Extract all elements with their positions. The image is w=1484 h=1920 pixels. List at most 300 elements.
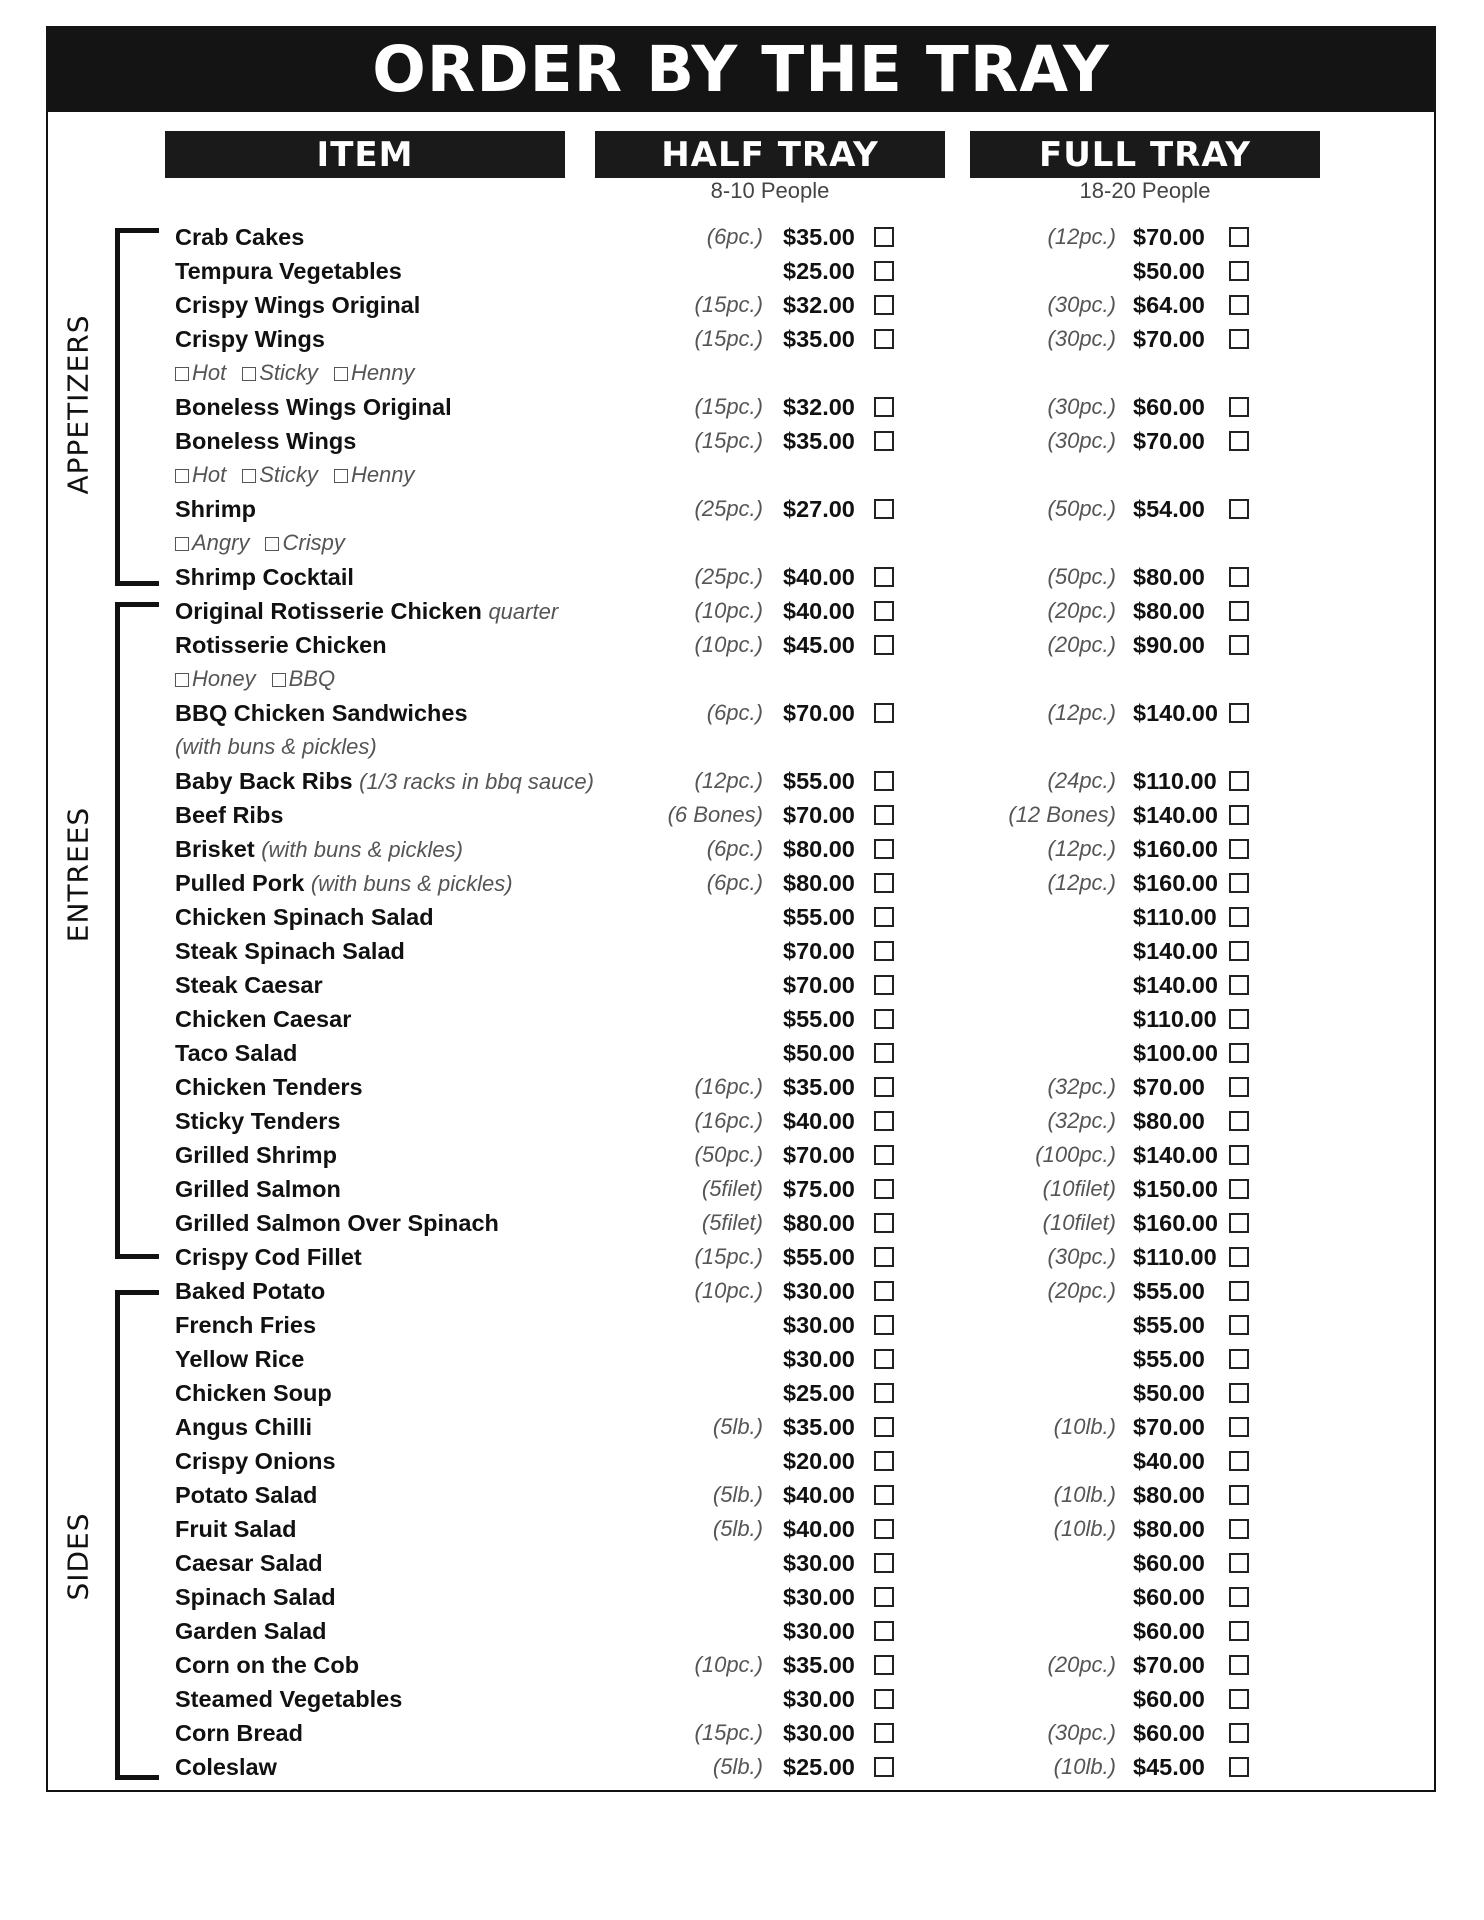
half-tray-price: $35.00 <box>783 428 855 454</box>
option-checkbox[interactable] <box>242 469 256 483</box>
item-name-cell <box>175 1750 277 1784</box>
menu-item-row <box>0 1104 1484 1138</box>
item-name-cell <box>175 628 387 662</box>
full-tray-checkbox[interactable] <box>1229 431 1249 451</box>
option-choice[interactable] <box>334 356 415 390</box>
half-tray-checkbox[interactable] <box>874 1723 894 1743</box>
full-tray-checkbox[interactable] <box>1229 1179 1249 1199</box>
half-tray-checkbox[interactable] <box>874 1655 894 1675</box>
full-tray-checkbox[interactable] <box>1229 1213 1249 1233</box>
menu-item-row <box>0 1716 1484 1750</box>
half-tray-quantity: (6pc.) <box>706 224 763 249</box>
half-tray-checkbox[interactable] <box>874 1485 894 1505</box>
item-name-cell <box>175 322 325 356</box>
half-tray-checkbox[interactable] <box>874 295 894 315</box>
full-tray-checkbox[interactable] <box>1229 601 1249 621</box>
half-tray-checkbox[interactable] <box>874 431 894 451</box>
full-tray-price: $60.00 <box>1133 1618 1205 1644</box>
half-tray-checkbox[interactable] <box>874 873 894 893</box>
menu-item-row <box>0 594 1484 628</box>
full-tray-quantity: (20pc.) <box>1047 1278 1116 1303</box>
option-choice[interactable] <box>334 458 415 492</box>
menu-item-row <box>0 1172 1484 1206</box>
item-name-cell <box>175 220 304 254</box>
option-label: Sticky <box>259 360 318 385</box>
full-tray-price: $80.00 <box>1133 1108 1205 1134</box>
half-tray-checkbox[interactable] <box>874 601 894 621</box>
item-name-cell <box>175 764 594 799</box>
half-tray-price: $32.00 <box>783 394 855 420</box>
item-name-cell <box>175 390 452 424</box>
item-name-cell <box>175 1410 312 1444</box>
full-tray-price: $40.00 <box>1133 1448 1205 1474</box>
menu-item-row <box>0 1444 1484 1478</box>
full-tray-price: $110.00 <box>1133 768 1217 794</box>
item-name: Tempura Vegetables <box>175 258 402 284</box>
menu-item-row <box>0 832 1484 866</box>
half-tray-checkbox[interactable] <box>874 1213 894 1233</box>
half-tray-checkbox[interactable] <box>874 975 894 995</box>
full-tray-price: $110.00 <box>1133 1244 1217 1270</box>
option-choice[interactable] <box>242 458 318 492</box>
item-name: Steak Spinach Salad <box>175 938 405 964</box>
full-tray-price: $140.00 <box>1133 802 1218 828</box>
half-tray-checkbox[interactable] <box>874 1281 894 1301</box>
item-name: Rotisserie Chicken <box>175 632 387 658</box>
half-tray-quantity: (25pc.) <box>694 564 763 589</box>
full-tray-checkbox[interactable] <box>1229 1043 1249 1063</box>
menu-item-row <box>0 322 1484 356</box>
item-name: Corn Bread <box>175 1720 303 1746</box>
full-tray-checkbox[interactable] <box>1229 1417 1249 1437</box>
full-tray-checkbox[interactable] <box>1229 1655 1249 1675</box>
option-checkbox[interactable] <box>175 367 189 381</box>
menu-item-row <box>0 934 1484 968</box>
item-name-cell <box>175 1172 341 1206</box>
item-name: Chicken Soup <box>175 1380 332 1406</box>
item-note: (with buns & pickles) <box>175 734 377 759</box>
half-tray-price: $30.00 <box>783 1312 855 1338</box>
full-tray-checkbox[interactable] <box>1229 703 1249 723</box>
menu-item-row <box>0 696 1484 730</box>
full-tray-checkbox[interactable] <box>1229 1587 1249 1607</box>
half-tray-checkbox[interactable] <box>874 1111 894 1131</box>
half-tray-checkbox[interactable] <box>874 1077 894 1097</box>
full-tray-checkbox[interactable] <box>1229 1723 1249 1743</box>
option-list <box>175 526 361 560</box>
option-checkbox[interactable] <box>334 367 348 381</box>
half-tray-checkbox[interactable] <box>874 907 894 927</box>
half-tray-price: $27.00 <box>783 496 855 522</box>
half-tray-quantity: (5lb.) <box>712 1516 763 1541</box>
menu-item-row <box>0 1070 1484 1104</box>
option-list <box>175 356 431 390</box>
full-tray-price: $55.00 <box>1133 1312 1205 1338</box>
full-tray-quantity: (12pc.) <box>1047 224 1116 249</box>
half-tray-checkbox[interactable] <box>874 1757 894 1777</box>
menu-item-row <box>0 1138 1484 1172</box>
menu-item-row <box>0 220 1484 254</box>
item-name: Crispy Wings <box>175 326 325 352</box>
full-tray-checkbox[interactable] <box>1229 1621 1249 1641</box>
item-name: Coleslaw <box>175 1754 277 1780</box>
half-tray-price: $75.00 <box>783 1176 855 1202</box>
menu-item-row <box>0 628 1484 662</box>
menu-item-row <box>0 1376 1484 1410</box>
half-tray-quantity: (6 Bones) <box>667 802 763 827</box>
full-tray-quantity: (12pc.) <box>1047 836 1116 861</box>
full-tray-quantity: (24pc.) <box>1047 768 1116 793</box>
full-tray-checkbox[interactable] <box>1229 1247 1249 1267</box>
option-choice[interactable] <box>175 526 249 560</box>
full-tray-checkbox[interactable] <box>1229 1315 1249 1335</box>
full-tray-quantity: (30pc.) <box>1047 1244 1116 1269</box>
item-name: Crab Cakes <box>175 224 305 250</box>
option-choice[interactable] <box>242 356 318 390</box>
full-tray-checkbox[interactable] <box>1229 261 1249 281</box>
half-tray-price: $70.00 <box>783 938 855 964</box>
half-tray-checkbox[interactable] <box>874 1009 894 1029</box>
menu-item-row <box>0 1274 1484 1308</box>
full-tray-price: $70.00 <box>1133 1652 1205 1678</box>
full-tray-price: $55.00 <box>1133 1278 1205 1304</box>
half-tray-header: HALF TRAY <box>595 131 945 178</box>
option-checkbox[interactable] <box>272 673 286 687</box>
half-tray-quantity: (15pc.) <box>694 326 763 351</box>
item-name-cell <box>175 798 283 832</box>
full-tray-price: $110.00 <box>1133 1006 1217 1032</box>
full-tray-checkbox[interactable] <box>1229 499 1249 519</box>
item-name-cell <box>175 1036 297 1070</box>
option-checkbox[interactable] <box>334 469 348 483</box>
half-tray-quantity: (25pc.) <box>694 496 763 521</box>
full-tray-price: $60.00 <box>1133 1550 1205 1576</box>
full-tray-checkbox[interactable] <box>1229 1009 1249 1029</box>
half-tray-quantity: (5lb.) <box>712 1414 763 1439</box>
full-tray-checkbox[interactable] <box>1229 907 1249 927</box>
half-tray-checkbox[interactable] <box>874 1043 894 1063</box>
half-tray-checkbox[interactable] <box>874 1383 894 1403</box>
half-tray-checkbox[interactable] <box>874 397 894 417</box>
half-tray-checkbox[interactable] <box>874 771 894 791</box>
menu-item-row <box>0 560 1484 594</box>
full-tray-checkbox[interactable] <box>1229 397 1249 417</box>
half-tray-quantity: (15pc.) <box>694 292 763 317</box>
half-tray-price: $30.00 <box>783 1584 855 1610</box>
option-choice[interactable] <box>272 662 335 696</box>
menu-item-row <box>0 798 1484 832</box>
half-tray-checkbox[interactable] <box>874 1587 894 1607</box>
full-tray-quantity: (30pc.) <box>1047 292 1116 317</box>
half-tray-price: $40.00 <box>783 1108 855 1134</box>
item-name: Grilled Salmon <box>175 1176 341 1202</box>
menu-item-row <box>0 1308 1484 1342</box>
item-name: Taco Salad <box>175 1040 298 1066</box>
half-tray-price: $55.00 <box>783 1006 855 1032</box>
item-name: Original Rotisserie Chicken <box>175 598 482 624</box>
half-tray-checkbox[interactable] <box>874 1451 894 1471</box>
menu-item-row <box>0 764 1484 798</box>
half-tray-price: $20.00 <box>783 1448 855 1474</box>
item-note: (1/3 racks in bbq sauce) <box>359 769 594 794</box>
item-name: Garden Salad <box>175 1618 327 1644</box>
item-name: French Fries <box>175 1312 317 1338</box>
item-name: Baked Potato <box>175 1278 326 1304</box>
menu-item-row <box>0 1750 1484 1784</box>
item-name: Grilled Salmon Over Spinach <box>175 1210 499 1236</box>
option-label: Hot <box>192 462 227 487</box>
full-tray-checkbox[interactable] <box>1229 1689 1249 1709</box>
full-tray-checkbox[interactable] <box>1229 771 1249 791</box>
item-name: BBQ Chicken Sandwiches <box>175 700 468 726</box>
menu-item-row <box>0 1240 1484 1274</box>
full-tray-checkbox[interactable] <box>1229 1077 1249 1097</box>
full-tray-checkbox[interactable] <box>1229 1281 1249 1301</box>
full-tray-quantity: (100pc.) <box>1035 1142 1116 1167</box>
full-tray-quantity: (50pc.) <box>1047 496 1116 521</box>
half-tray-checkbox[interactable] <box>874 499 894 519</box>
full-tray-checkbox[interactable] <box>1229 1519 1249 1539</box>
full-tray-price: $70.00 <box>1133 1414 1205 1440</box>
full-tray-price: $160.00 <box>1133 870 1218 896</box>
item-name-cell <box>175 696 468 730</box>
half-tray-quantity: (5lb.) <box>712 1754 763 1779</box>
full-tray-checkbox[interactable] <box>1229 1145 1249 1165</box>
item-name: Steak Caesar <box>175 972 323 998</box>
item-name-cell <box>175 424 356 458</box>
option-label: Hot <box>192 360 227 385</box>
half-tray-checkbox[interactable] <box>874 329 894 349</box>
half-tray-checkbox[interactable] <box>874 805 894 825</box>
full-tray-checkbox[interactable] <box>1229 295 1249 315</box>
full-tray-quantity: (10lb.) <box>1053 1516 1116 1541</box>
full-tray-price: $45.00 <box>1133 1754 1205 1780</box>
half-tray-price: $40.00 <box>783 1482 855 1508</box>
menu-item-row <box>0 1648 1484 1682</box>
full-tray-checkbox[interactable] <box>1229 1111 1249 1131</box>
half-tray-checkbox[interactable] <box>874 635 894 655</box>
menu-item-row <box>0 1036 1484 1070</box>
half-tray-quantity: (10pc.) <box>694 1278 763 1303</box>
half-tray-checkbox[interactable] <box>874 227 894 247</box>
half-tray-checkbox[interactable] <box>874 1349 894 1369</box>
full-tray-quantity: (30pc.) <box>1047 428 1116 453</box>
half-tray-price: $30.00 <box>783 1618 855 1644</box>
full-tray-price: $60.00 <box>1133 1686 1205 1712</box>
item-name: Brisket <box>175 836 255 862</box>
item-name-cell <box>175 1682 402 1716</box>
option-choice[interactable] <box>175 458 226 492</box>
full-tray-price: $50.00 <box>1133 1380 1205 1406</box>
item-name-cell <box>175 560 354 594</box>
full-tray-checkbox[interactable] <box>1229 1757 1249 1777</box>
item-name-cell <box>175 1546 323 1580</box>
menu-item-row <box>0 1478 1484 1512</box>
item-name: Corn on the Cob <box>175 1652 360 1678</box>
full-tray-price: $140.00 <box>1133 938 1218 964</box>
half-tray-quantity: (15pc.) <box>694 428 763 453</box>
half-tray-quantity: (6pc.) <box>706 700 763 725</box>
full-tray-quantity: (10lb.) <box>1053 1754 1116 1779</box>
option-choice[interactable] <box>265 526 344 560</box>
item-name-cell <box>175 900 434 934</box>
item-name-cell <box>175 1240 362 1274</box>
item-name-cell <box>175 1444 336 1478</box>
half-tray-price: $55.00 <box>783 1244 855 1270</box>
half-tray-price: $30.00 <box>783 1720 855 1746</box>
full-tray-quantity: (30pc.) <box>1047 1720 1116 1745</box>
item-name-cell <box>175 1716 303 1750</box>
option-checkbox[interactable] <box>242 367 256 381</box>
half-tray-checkbox[interactable] <box>874 703 894 723</box>
full-tray-checkbox[interactable] <box>1229 805 1249 825</box>
full-tray-checkbox[interactable] <box>1229 941 1249 961</box>
full-tray-checkbox[interactable] <box>1229 635 1249 655</box>
full-tray-checkbox[interactable] <box>1229 1553 1249 1573</box>
menu-item-row <box>0 1512 1484 1546</box>
menu-item-row <box>0 288 1484 322</box>
full-tray-checkbox[interactable] <box>1229 1485 1249 1505</box>
full-tray-quantity: (12pc.) <box>1047 870 1116 895</box>
half-tray-quantity: (16pc.) <box>694 1074 763 1099</box>
option-label: Sticky <box>259 462 318 487</box>
half-tray-quantity: (5filet) <box>701 1176 763 1201</box>
item-name-cell <box>175 594 558 629</box>
half-tray-price: $50.00 <box>783 1040 855 1066</box>
option-checkbox[interactable] <box>175 469 189 483</box>
full-tray-price: $80.00 <box>1133 598 1205 624</box>
full-tray-checkbox[interactable] <box>1229 839 1249 859</box>
half-tray-checkbox[interactable] <box>874 1247 894 1267</box>
half-tray-checkbox[interactable] <box>874 1689 894 1709</box>
full-tray-quantity: (10filet) <box>1042 1176 1116 1201</box>
section-label-sides: SIDES <box>61 1512 95 1601</box>
full-tray-checkbox[interactable] <box>1229 873 1249 893</box>
option-label: Henny <box>350 462 415 487</box>
half-tray-checkbox[interactable] <box>874 1179 894 1199</box>
full-tray-quantity: (30pc.) <box>1047 394 1116 419</box>
half-tray-checkbox[interactable] <box>874 1315 894 1335</box>
half-tray-quantity: (15pc.) <box>694 1244 763 1269</box>
full-tray-checkbox[interactable] <box>1229 329 1249 349</box>
half-tray-price: $55.00 <box>783 768 855 794</box>
half-tray-price: $70.00 <box>783 1142 855 1168</box>
half-tray-price: $30.00 <box>783 1346 855 1372</box>
option-choice[interactable] <box>175 662 256 696</box>
menu-item-row <box>0 1002 1484 1036</box>
full-tray-quantity: (32pc.) <box>1047 1108 1116 1133</box>
item-name-cell <box>175 832 463 867</box>
half-tray-checkbox[interactable] <box>874 839 894 859</box>
item-name-cell <box>175 1308 316 1342</box>
item-name: Chicken Tenders <box>175 1074 363 1100</box>
full-tray-price: $110.00 <box>1133 904 1217 930</box>
note-row <box>0 730 1484 764</box>
item-name: Spinach Salad <box>175 1584 336 1610</box>
item-name: Steamed Vegetables <box>175 1686 403 1712</box>
full-tray-quantity: (10filet) <box>1042 1210 1116 1235</box>
full-tray-checkbox[interactable] <box>1229 567 1249 587</box>
half-tray-price: $40.00 <box>783 598 855 624</box>
half-tray-quantity: (16pc.) <box>694 1108 763 1133</box>
option-checkbox[interactable] <box>265 537 279 551</box>
full-tray-quantity: (20pc.) <box>1047 1652 1116 1677</box>
full-tray-price: $64.00 <box>1133 292 1205 318</box>
option-row <box>0 458 1484 492</box>
half-tray-checkbox[interactable] <box>874 1553 894 1573</box>
full-tray-checkbox[interactable] <box>1229 1349 1249 1369</box>
item-name: Yellow Rice <box>175 1346 305 1372</box>
item-name-cell <box>175 1274 325 1308</box>
half-tray-quantity: (6pc.) <box>706 836 763 861</box>
section-label-appetizers: APPETIZERS <box>61 314 95 495</box>
item-name: Crispy Onions <box>175 1448 336 1474</box>
item-name: Fruit Salad <box>175 1516 297 1542</box>
item-name: Beef Ribs <box>175 802 284 828</box>
full-tray-price: $80.00 <box>1133 564 1205 590</box>
option-choice[interactable] <box>175 356 226 390</box>
half-tray-price: $25.00 <box>783 1380 855 1406</box>
full-tray-header: FULL TRAY <box>970 131 1320 178</box>
half-tray-checkbox[interactable] <box>874 1417 894 1437</box>
item-name-cell <box>175 1206 499 1240</box>
item-name-cell <box>175 1512 296 1546</box>
half-tray-serves: 8-10 People <box>710 178 830 203</box>
option-list <box>175 662 351 696</box>
menu-item-row <box>0 1580 1484 1614</box>
half-tray-price: $40.00 <box>783 564 855 590</box>
full-tray-quantity: (50pc.) <box>1047 564 1116 589</box>
full-tray-price: $50.00 <box>1133 258 1205 284</box>
option-list <box>175 458 431 492</box>
full-tray-checkbox[interactable] <box>1229 227 1249 247</box>
menu-item-row <box>0 968 1484 1002</box>
full-tray-checkbox[interactable] <box>1229 1383 1249 1403</box>
menu-item-row <box>0 1206 1484 1240</box>
half-tray-checkbox[interactable] <box>874 1621 894 1641</box>
full-tray-price: $160.00 <box>1133 1210 1218 1236</box>
half-tray-price: $55.00 <box>783 904 855 930</box>
half-tray-checkbox[interactable] <box>874 261 894 281</box>
full-tray-quantity: (20pc.) <box>1047 632 1116 657</box>
half-tray-checkbox[interactable] <box>874 1519 894 1539</box>
half-tray-checkbox[interactable] <box>874 1145 894 1165</box>
half-tray-checkbox[interactable] <box>874 941 894 961</box>
half-tray-price: $25.00 <box>783 258 855 284</box>
item-name-cell <box>175 968 323 1002</box>
option-row <box>0 526 1484 560</box>
option-checkbox[interactable] <box>175 673 189 687</box>
half-tray-price: $35.00 <box>783 1652 855 1678</box>
full-tray-price: $150.00 <box>1133 1176 1218 1202</box>
half-tray-checkbox[interactable] <box>874 567 894 587</box>
full-tray-quantity: (32pc.) <box>1047 1074 1116 1099</box>
menu-item-row <box>0 492 1484 526</box>
item-name-cell <box>175 1376 332 1410</box>
item-name-cell <box>175 288 420 322</box>
item-name-cell <box>175 1138 337 1172</box>
half-tray-price: $35.00 <box>783 1074 855 1100</box>
half-tray-price: $30.00 <box>783 1686 855 1712</box>
full-tray-serves: 18-20 People <box>1079 178 1211 203</box>
item-name-cell <box>175 1342 304 1376</box>
full-tray-price: $140.00 <box>1133 1142 1218 1168</box>
half-tray-price: $40.00 <box>783 1516 855 1542</box>
option-label: BBQ <box>288 666 336 691</box>
full-tray-checkbox[interactable] <box>1229 1451 1249 1471</box>
option-checkbox[interactable] <box>175 537 189 551</box>
full-tray-checkbox[interactable] <box>1229 975 1249 995</box>
